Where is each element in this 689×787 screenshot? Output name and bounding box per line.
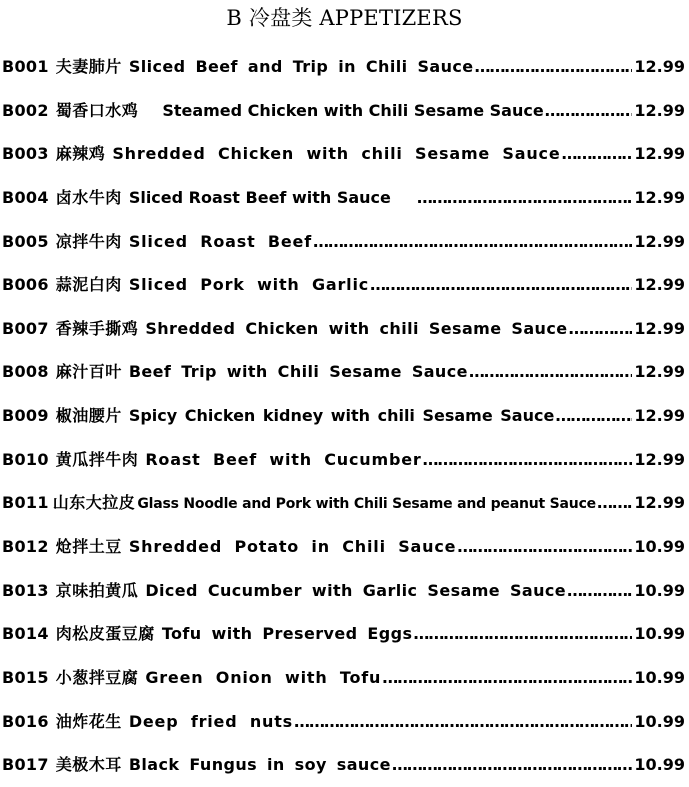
item-price: 12.99	[634, 57, 685, 76]
item-chinese-name: 京味拍黄瓜	[55, 580, 139, 600]
dot-leader	[469, 350, 633, 394]
item-english-name: Diced Cucumber with Garlic Sesame Sauce	[145, 580, 567, 600]
item-english-name: Sliced Beef and Trip in Chili Sauce	[128, 57, 474, 76]
menu-item	[2, 438, 685, 482]
item-english-name: Sliced Roast Beef	[128, 231, 312, 251]
dot-leader	[567, 569, 632, 613]
item-chinese-name: 麻辣鸡	[55, 144, 106, 164]
item-code: B003	[2, 144, 49, 164]
dot-leader	[370, 263, 632, 307]
item-chinese-name: 蒜泥白肉	[55, 275, 122, 295]
item-chinese-name: 椒油腰片	[55, 406, 122, 426]
item-english-name: Green Onion with Tofu	[145, 667, 382, 687]
item-chinese-name: 蜀香口水鸡	[55, 100, 139, 120]
dot-leader	[545, 89, 633, 133]
item-price: 10.99	[634, 711, 685, 731]
menu-item	[2, 350, 685, 394]
dot-leader	[457, 525, 632, 569]
item-code: B001	[2, 57, 49, 76]
menu-item	[2, 89, 685, 133]
item-english-name: Sliced Roast Beef with Sauce	[128, 187, 391, 207]
menu-title: B 冷盘类 APPETIZERS	[226, 6, 463, 30]
menu-item	[2, 394, 685, 438]
item-price: 12.99	[634, 231, 685, 251]
item-price: 12.99	[634, 493, 685, 513]
item-code: B011	[2, 493, 49, 513]
item-english-name: Glass Noodle and Pork with Chili Sesame and peanut Sauce	[137, 496, 596, 513]
item-price: 10.99	[634, 667, 685, 687]
item-code: B004	[2, 187, 49, 207]
item-code: B009	[2, 406, 49, 426]
menu-item	[2, 481, 685, 525]
item-english-name: Steamed Chicken with Chili Sesame Sauce	[162, 100, 544, 120]
dot-leader	[413, 612, 632, 656]
item-chinese-name: 山东大拉皮	[52, 493, 136, 513]
dot-leader	[423, 438, 633, 482]
menu-item	[2, 525, 685, 569]
item-chinese-name: 凉拌牛肉	[55, 231, 122, 251]
item-chinese-name: 美极木耳	[55, 755, 122, 775]
item-price: 10.99	[634, 580, 685, 600]
menu-item	[2, 132, 685, 176]
dot-leader	[561, 132, 632, 176]
dot-leader	[294, 700, 632, 744]
item-chinese-name: 小葱拌豆腐	[55, 667, 139, 687]
item-chinese-name: 夫妻肺片	[55, 57, 122, 76]
item-price: 12.99	[634, 100, 685, 120]
item-code: B014	[2, 624, 49, 644]
item-english-name: Sliced Pork with Garlic	[128, 275, 370, 295]
item-code: B006	[2, 275, 49, 295]
item-english-name: Shredded Chicken with chili Sesame Sauce	[145, 318, 568, 338]
item-chinese-name: 肉松皮蛋豆腐	[55, 624, 155, 644]
menu-item	[2, 307, 685, 351]
menu-item	[2, 263, 685, 307]
item-english-name: Shredded Chicken with chili Sesame Sauce	[112, 144, 561, 164]
item-price: 12.99	[634, 144, 685, 164]
item-price: 12.99	[634, 449, 685, 469]
dot-leader	[382, 656, 632, 700]
item-code: B010	[2, 449, 49, 469]
menu-item	[2, 569, 685, 613]
item-code: B016	[2, 711, 49, 731]
item-price: 12.99	[634, 318, 685, 338]
menu-item	[2, 700, 685, 744]
dot-leader	[568, 307, 632, 351]
dot-leader	[392, 743, 633, 787]
menu-item	[2, 656, 685, 700]
menu-item	[2, 176, 685, 220]
item-price: 12.99	[634, 362, 685, 382]
item-code: B013	[2, 580, 49, 600]
item-english-name: Tofu with Preserved Eggs	[161, 624, 413, 644]
item-english-name: Spicy Chicken kidney with chili Sesame Sauce	[128, 406, 555, 426]
item-price: 12.99	[634, 275, 685, 295]
item-english-name: Roast Beef with Cucumber	[145, 449, 422, 469]
item-code: B002	[2, 100, 49, 120]
item-english-name: Deep fried nuts	[128, 711, 293, 731]
item-price: 10.99	[634, 624, 685, 644]
item-price: 12.99	[634, 187, 685, 207]
item-english-name: Shredded Potato in Chili Sauce	[128, 537, 457, 557]
menu-item	[2, 220, 685, 264]
item-code: B012	[2, 537, 49, 557]
item-code: B007	[2, 318, 49, 338]
dot-leader	[555, 394, 632, 438]
item-chinese-name: 麻汁百叶	[55, 362, 122, 382]
item-chinese-name: 香辣手撕鸡	[55, 318, 139, 338]
item-chinese-name: 油炸花生	[55, 711, 122, 731]
item-english-name: Beef Trip with Chili Sesame Sauce	[128, 362, 468, 382]
dot-leader	[475, 45, 633, 89]
item-chinese-name: 卤水牛肉	[55, 187, 122, 207]
menu-item	[2, 743, 685, 787]
item-code: B005	[2, 231, 49, 251]
item-price: 10.99	[634, 537, 685, 557]
appetizer-list	[2, 45, 685, 787]
dot-leader	[417, 176, 633, 220]
item-chinese-name: 黄瓜拌牛肉	[55, 449, 139, 469]
item-chinese-name: 炝拌土豆	[55, 537, 122, 557]
item-price: 12.99	[634, 406, 685, 426]
item-code: B017	[2, 755, 49, 775]
menu-item	[2, 612, 685, 656]
item-code: B008	[2, 362, 49, 382]
item-english-name: Black Fungus in soy sauce	[128, 755, 391, 775]
dot-leader	[313, 220, 632, 264]
dot-leader	[597, 481, 632, 525]
item-code: B015	[2, 667, 49, 687]
item-price: 10.99	[634, 755, 685, 775]
menu-item	[2, 45, 685, 89]
